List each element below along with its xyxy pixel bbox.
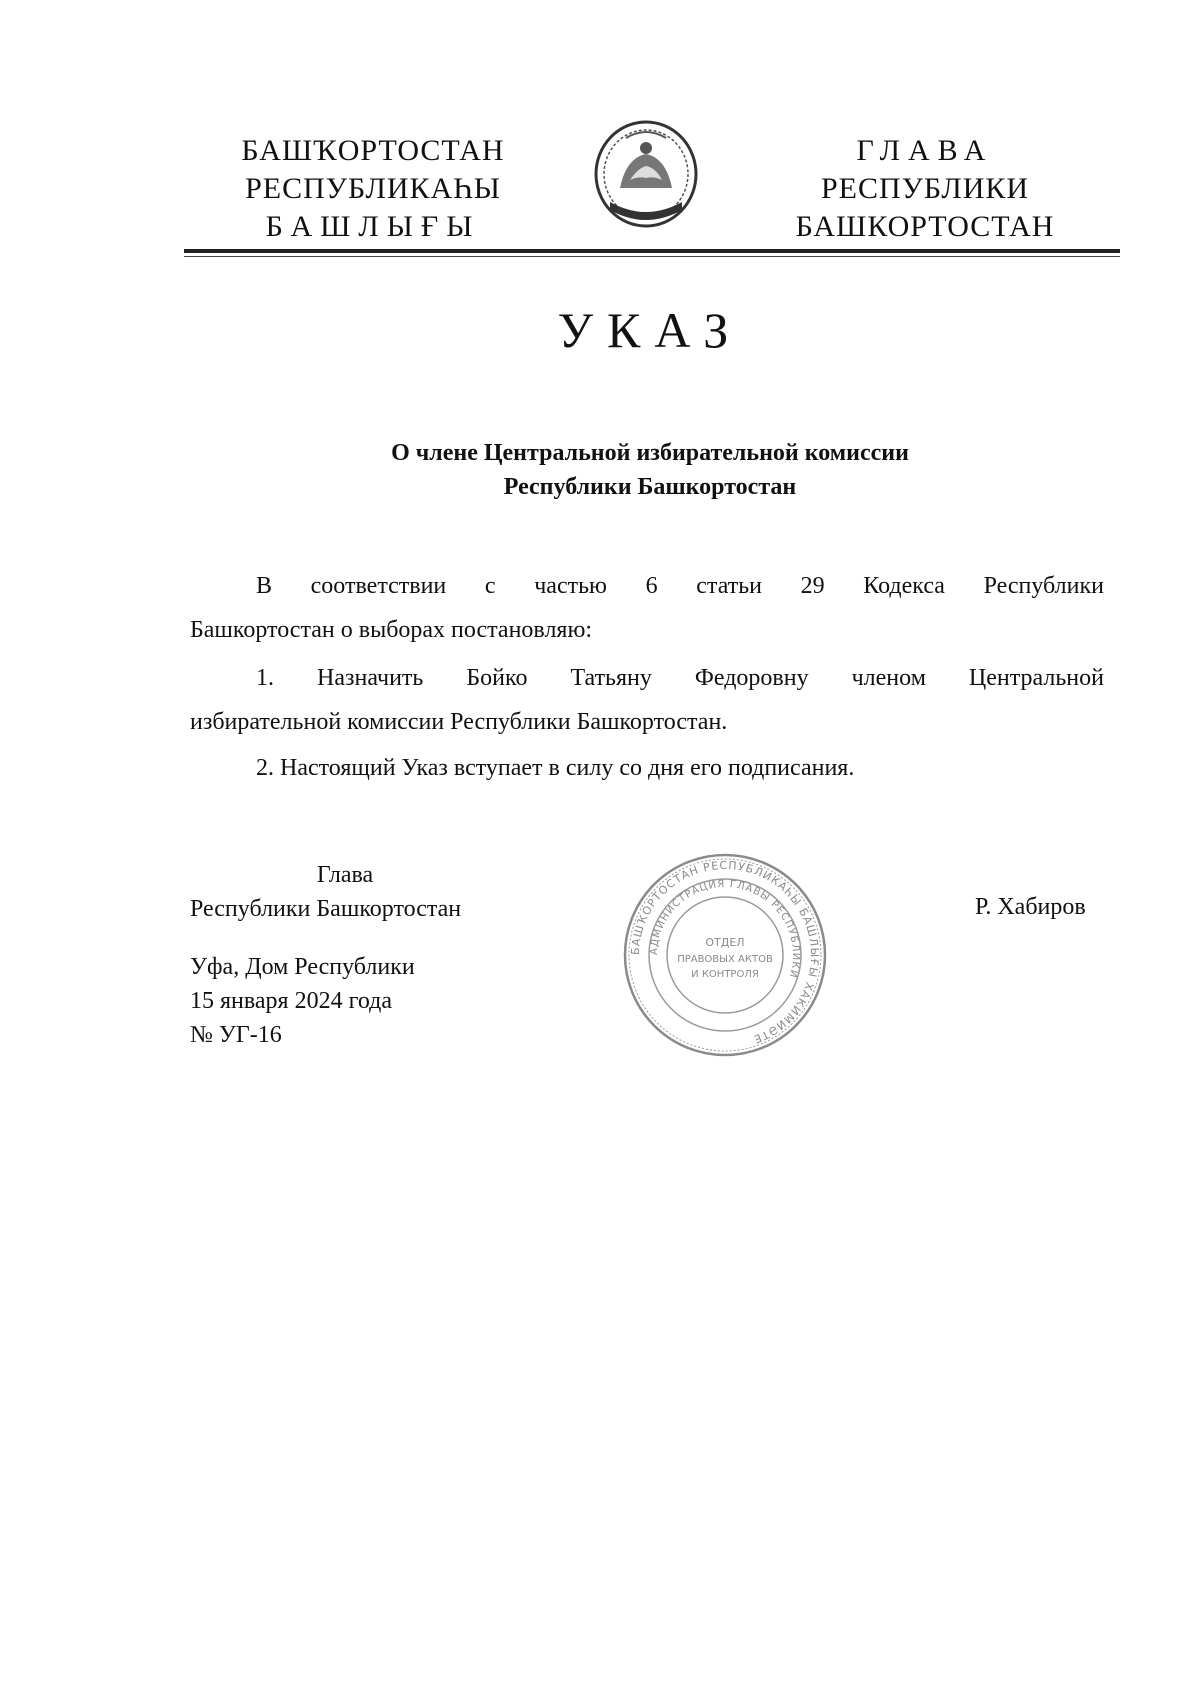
stamp-center-line: И КОНТРОЛЯ [691,969,759,980]
preamble-line: Башкортостан о выборах постановляю: [190,617,593,643]
item-2-line: 2. Настоящий Указ вступает в силу со дня его подписания. [256,755,855,781]
official-stamp-icon [620,850,830,1060]
header-bashkir-line: РЕСПУБЛИКАҺЫ [245,172,501,205]
signatory-title-line: Республики Башкортостан [190,896,462,922]
decree-number: № УГ-16 [190,1022,282,1048]
stamp-outer-text: БАШҠОРТОСТАН РЕСПУБЛИКАҺЫ БАШЛЫҒЫ ХАКИМИӘТЕ [628,858,822,1046]
stamp-center-line: ПРАВОВЫХ АКТОВ [677,954,773,965]
stamp-center-line: ОТДЕЛ [705,936,745,949]
item-1-line: 1. Назначить Бойко Татьяну Федоровну членом Центральной [256,665,1104,691]
decree-subject [240,436,1060,504]
header-bashkir-line: БАШҠОРТОСТАН [241,134,505,167]
header-russian-line: БАШКОРТОСТАН [795,210,1055,243]
subject-line: Республики Башкортостан [503,474,797,500]
item-1-line: избирательной комиссии Республики Башкортостан. [190,709,728,735]
issue-date: 15 января 2024 года [190,988,393,1014]
paragraph-item-1 [190,656,1104,744]
preamble-line: В соответствии с частью 6 статьи 29 Кодекса Республики [256,573,1104,599]
document-title: УКАЗ [557,302,743,358]
stamp-inner-text: АДМИНИСТРАЦИЯ ГЛАВЫ РЕСПУБЛИКИ [648,878,802,980]
header-bashkir-line: БАШЛЫҒЫ [265,210,481,243]
place-date-block [190,950,415,1052]
signatory-name: Р. Хабиров [975,894,1086,920]
header-russian [775,132,1075,246]
paragraph-item-2 [190,746,1104,790]
header-russian-line: РЕСПУБЛИКИ [820,172,1030,205]
paragraph-preamble [190,564,1104,652]
signatory-title-line: Глава [316,862,374,888]
header-bashkir [228,132,518,246]
issue-place: Уфа, Дом Республики [190,954,415,980]
header-divider [184,249,1120,253]
signatory-title [190,858,500,926]
subject-line: О члене Центральной избирательной комиссии [391,440,909,466]
header-divider-thin [184,256,1120,257]
coat-of-arms-emblem-icon [590,118,702,234]
header-russian-line: ГЛАВА [856,134,994,167]
